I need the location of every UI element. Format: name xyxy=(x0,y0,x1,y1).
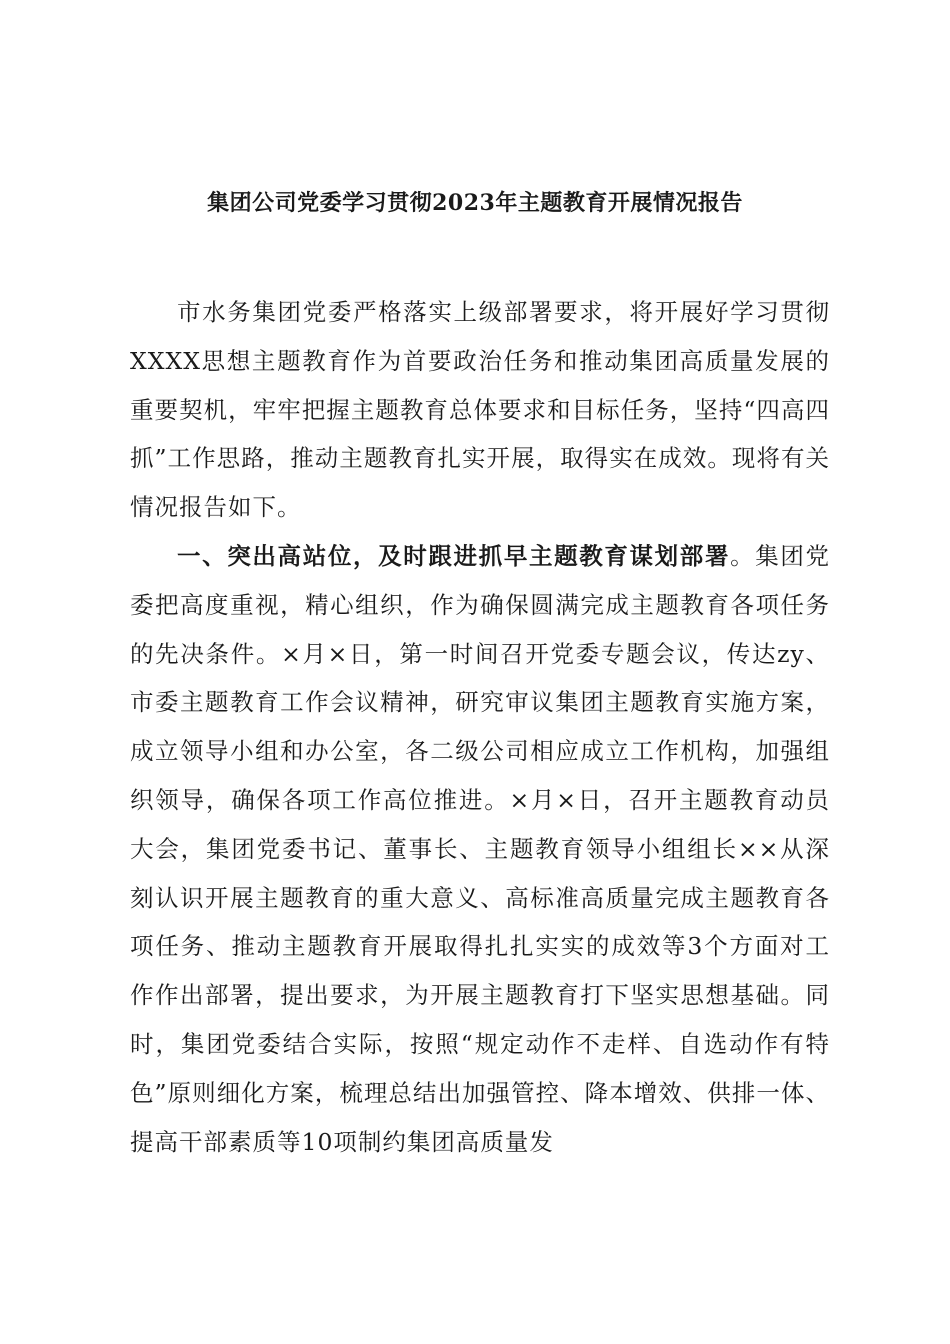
section-1-heading: 一、突出高站位，及时跟进抓早主题教育谋划部署 xyxy=(177,541,731,570)
paragraph-intro xyxy=(130,288,830,532)
paragraph-section-1 xyxy=(130,532,830,1166)
document-body xyxy=(130,288,830,1166)
section-1-text: 。集团党委把高度重视，精心组织，作为确保圆满完成主题教育各项任务的先决条件。×月×日，第一时间召开党委专题会议，传达zy、市委主题教育工作会议精神，研究审议集团主题教育实施方案，成立领导小组和办公室，各二级公司相应成立工作机构，加强组织领导，确保各项工作高位推进。×月×日，召开主题教育动员大会，集团党委书记、董事长、主题教育领导小组组长××从深刻认识开展主题教育的重大意义、高标准高质量完成主题教育各项任务、推动主题教育开展取得扎扎实实的成效等3个方面对工作作出部署，提出要求，为开展主题教育打下坚实思想基础。同时，集团党委结合实际，按照“规定动作不走样、自选动作有特色”原则细化方案，梳理总结出加强管控、降本增效、供排一体、提高干部素质等10项制约集团高质量发 xyxy=(130,541,831,1156)
document-title: 集团公司党委学习贯彻2023年主题教育开展情况报告 xyxy=(207,190,743,216)
paragraph-intro-text: 市水务集团党委严格落实上级部署要求，将开展好学习贯彻XXXX思想主题教育作为首要政治任务和推动集团高质量发展的重要契机，牢牢把握主题教育总体要求和目标任务，坚持“四高四抓”工作思路，推动主题教育扎实开展，取得实在成效。现将有关情况报告如下。 xyxy=(130,298,830,522)
